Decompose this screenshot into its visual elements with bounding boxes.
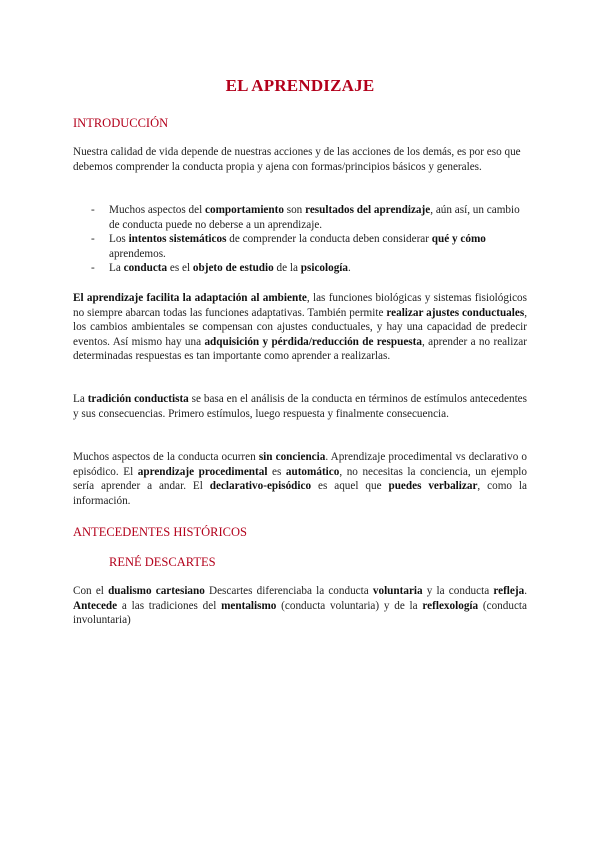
intro-paragraph-3: La tradición conductista se basa en el análisis de la conducta en términos de estímulos antecedentes y sus consecuencias. Primero estímulos, luego respuesta y finalmente consecuencia. — [73, 393, 527, 420]
intro-paragraph-4: Muchos aspectos de la conducta ocurren sin conciencia. Aprendizaje procedimental vs declarativo o episódico. El aprendizaje procedimental es automático, no necesitas la conciencia, un ejemplo sería aprender a andar. El declarativo-episódico es aquel que puedes verbalizar, como la información. — [73, 451, 527, 507]
bullet-item: - Los intentos sistemáticos de comprender la conducta deben considerar qué y cómo aprendemos. — [91, 233, 486, 260]
descartes-paragraph: Con el dualismo cartesiano Descartes diferenciaba la conducta voluntaria y la conducta refleja. Antecede a las tradiciones del mentalismo (conducta voluntaria) y de la reflexología (conducta involuntaria) — [73, 585, 527, 626]
bullet-marker: - — [91, 262, 95, 274]
intro-paragraph-2: El aprendizaje facilita la adaptación al ambiente, las funciones biológicas y sistemas fisiológicos no siempre abarcan todas las funciones adaptativas. También permite realizar ajustes conductuales, los cambios ambientales se compensan con ajustes conductuales, y hay una capacidad de predecir eventos. Así mismo hay una adquisición y pérdida/reducción de respuesta, aprender a no realizar determinadas respuestas es tan importante como aprender a realizarlas. — [73, 292, 527, 362]
page-title: EL APRENDIZAJE — [225, 76, 375, 95]
section-heading-antecedentes: ANTECEDENTES HISTÓRICOS — [73, 525, 247, 539]
intro-bullet-list — [73, 203, 527, 276]
section-heading-introduccion: INTRODUCCIÓN — [73, 116, 169, 130]
bullet-marker: - — [91, 204, 95, 216]
intro-paragraph-1: Nuestra calidad de vida depende de nuestras acciones y de las acciones de los demás, es por eso que debemos comprender la conducta propia y ajena con formas/principios básicos y generales. — [73, 146, 521, 173]
bullet-item: - La conducta es el objeto de estudio de la psicología. — [91, 262, 351, 274]
bullet-marker: - — [91, 233, 95, 245]
bullet-item: - Muchos aspectos del comportamiento son resultados del aprendizaje, aún así, un cambio de conducta puede no deberse a un aprendizaje. — [91, 204, 520, 231]
subsection-heading-descartes: RENÉ DESCARTES — [109, 555, 216, 569]
